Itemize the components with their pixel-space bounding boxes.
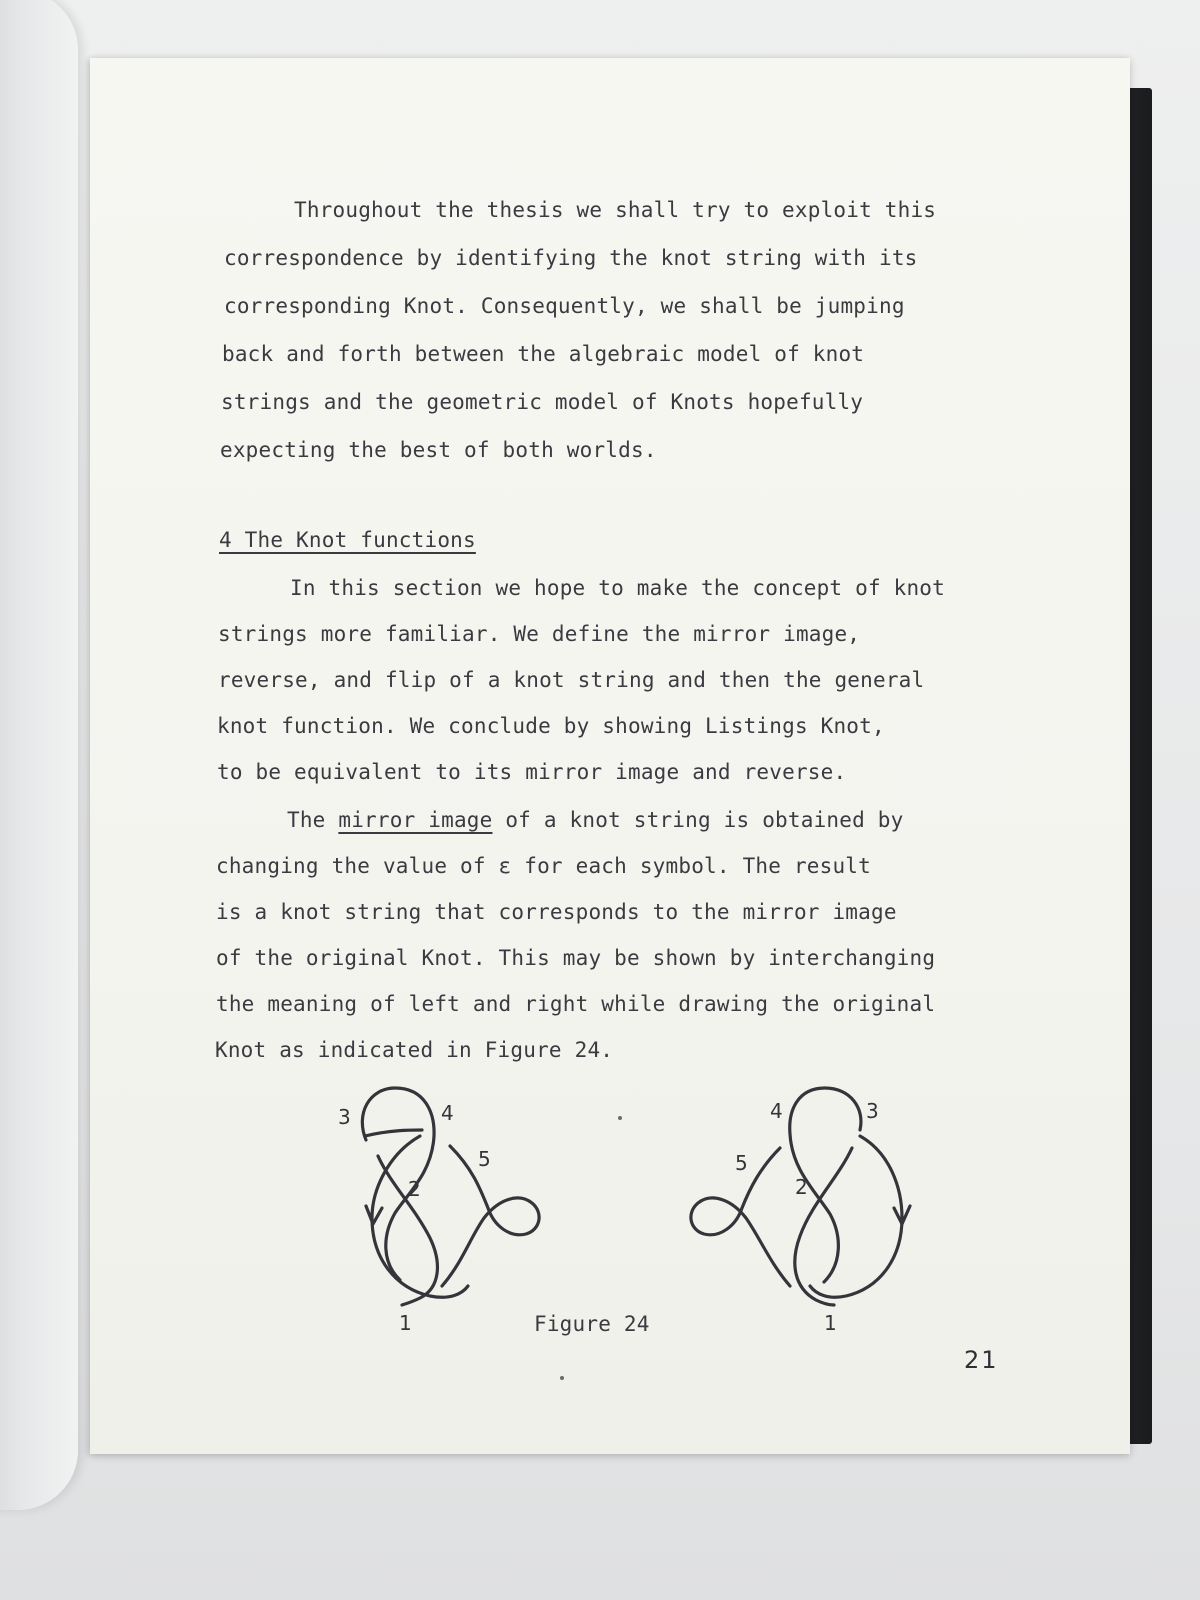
right-knot-label-3: 3 <box>866 1099 879 1123</box>
paragraph3-line1-prefix: The <box>287 808 339 832</box>
paragraph3-line6: Knot as indicated in Figure 24. <box>215 1038 614 1062</box>
thesis-page <box>90 58 1130 1454</box>
paragraph1-line6: expecting the best of both worlds. <box>220 438 657 462</box>
right-knot-diagram <box>691 1088 910 1335</box>
left-knot-label-5: 5 <box>478 1147 491 1171</box>
left-knot-label-1: 1 <box>399 1311 412 1335</box>
left-knot-label-3: 3 <box>338 1105 351 1129</box>
paragraph1-line2: correspondence by identifying the knot string with its <box>224 246 918 270</box>
ink-speck <box>560 1376 564 1380</box>
left-knot-strand-top <box>362 1088 434 1280</box>
paragraph2-line3: reverse, and flip of a knot string and then the general <box>218 668 925 692</box>
paragraph3-line2: changing the value of ε for each symbol. The result <box>216 854 871 878</box>
paragraph3-line5: the meaning of left and right while drawing the original <box>216 992 936 1016</box>
facing-page-edge <box>0 0 78 1510</box>
paragraph1-line4: back and forth between the algebraic model of knot <box>222 342 865 366</box>
right-knot-label-2: 2 <box>795 1175 808 1199</box>
right-knot-label-5: 5 <box>735 1151 748 1175</box>
paragraph2-line5: to be equivalent to its mirror image and reverse. <box>217 760 847 784</box>
right-knot-label-4: 4 <box>770 1099 783 1123</box>
right-knot-label-1: 1 <box>824 1311 837 1335</box>
right-knot-strand-outer <box>810 1136 902 1297</box>
paragraph3-line1-suffix: of a knot string is obtained by <box>492 808 904 832</box>
page-number: 21 <box>964 1346 999 1374</box>
left-knot-diagram <box>338 1088 539 1335</box>
left-knot-label-4: 4 <box>441 1101 454 1125</box>
ink-speck <box>618 1116 622 1120</box>
paragraph1-line3: corresponding Knot. Consequently, we shall be jumping <box>224 294 905 318</box>
mirror-image-term: mirror image <box>338 808 493 832</box>
paragraph1-line1: Throughout the thesis we shall try to exploit this <box>294 198 937 222</box>
paragraph2-line2: strings more familiar. We define the mirror image, <box>218 622 861 646</box>
section-heading: 4 The Knot functions <box>219 528 476 552</box>
figure-24-drawing <box>90 58 1130 1454</box>
left-knot-label-2: 2 <box>408 1177 421 1201</box>
paragraph3-line3: is a knot string that corresponds to the mirror image <box>216 900 897 924</box>
paragraph1-line5: strings and the geometric model of Knots hopefully <box>221 390 864 414</box>
paragraph2-line4: knot function. We conclude by showing Listings Knot, <box>217 714 885 738</box>
paragraph2-line1: In this section we hope to make the concept of knot <box>290 576 945 600</box>
figure-caption: Figure 24 <box>534 1312 650 1336</box>
paragraph3-line4: of the original Knot. This may be shown by interchanging <box>216 946 936 970</box>
